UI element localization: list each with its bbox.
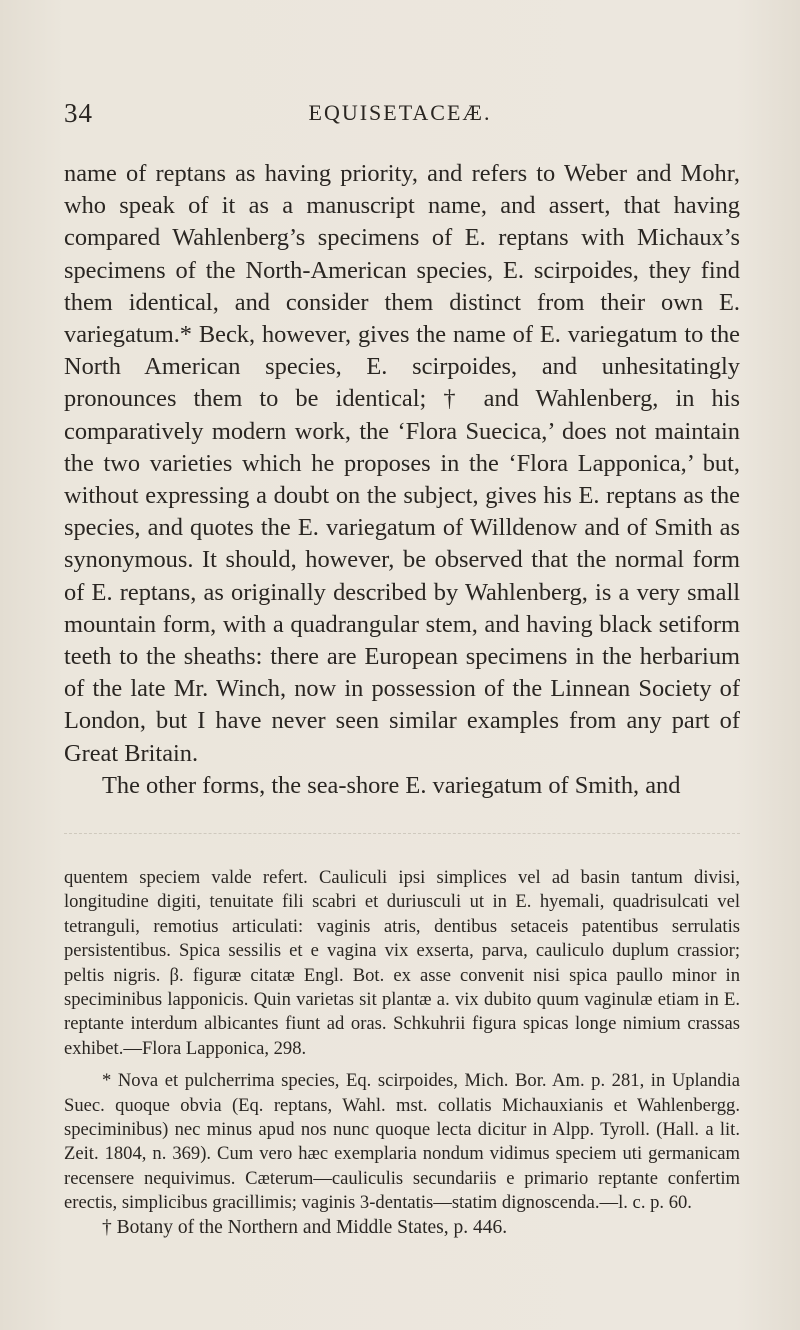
paragraph: The other forms, the sea-shore E. variegatum of Smith, and	[102, 771, 681, 799]
main-text	[64, 158, 740, 802]
footnote-divider	[64, 833, 740, 834]
running-title: EQUISETACEÆ.	[308, 100, 492, 125]
paragraph: name of reptans as having priority, and refers to Weber and Mohr, who speak of it as a manuscript name, and assert, that having compared Wahlenberg’s specimens of E. reptans with Michaux’s specimens of the North-American species, E. scirpoides, they find them identical, and consider them distinct from their own E. variegatum.* Beck, however, gives the name of E. variegatum to the North American species, E. scirpoides, and unhesitatingly pronounces them to be identical; † and Wahlenberg, in his comparatively modern work, the ‘Flora Suecica,’ does not maintain the two varieties which he proposes in the ‘Flora Lapponica,’ but, without expressing a doubt on the subject, gives his E. reptans as the species, and quotes the E. variegatum of Willdenow and of Smith as synonymous. It should, however, be observed that the normal form of E. reptans, as originally described by Wahlenberg, is a very small mountain form, with a quadrangular stem, and having black setiform teeth to the sheaths: there are European specimens in the herbarium of the late Mr. Winch, now in possession of the Linnean Society of London, but I have never seen similar examples from any part of Great Britain.	[64, 160, 740, 767]
page-header	[64, 98, 736, 138]
footnote-continuation: quentem speciem valde refert. Cauliculi ipsi simplices vel ad basin tantum divisi, longitudine digiti, tenuitate fili scabri et duriusculi ut in E. hyemali, quadrisulcati vel tetranguli, remotius articulati: vaginis atris, dentibus setaceis patentibus serrulatis persistentibus. Spica sessilis et e vagina vix exserta, parva, cauliculo duplum crassior; peltis nigris. β. figuræ citatæ Engl. Bot. ex asse convenit nisi spica paullo minor in speciminibus lapponicis. Quin varietas sit plantæ a. vix dubito quum vaginulæ etiam in E. reptante interdum albicantes fiunt ad oras. Schkuhrii figura spicas longe nimium crassas exhibet.—Flora Lapponica, 298.	[64, 867, 740, 1059]
page-number: 34	[64, 98, 93, 128]
footnotes	[64, 866, 740, 1240]
footnote-dagger: † Botany of the Northern and Middle States, p. 446.	[102, 1216, 508, 1238]
footnote-star: * Nova et pulcherrima species, Eq. scirpoides, Mich. Bor. Am. p. 281, in Uplandia Suec. quoque obvia (Eq. reptans, Wahl. mst. collatis Michauxianis et Wahlenbergg. speciminibus) nec minus apud nos nunc quoque lecta dicitur in Alpp. Tyroll. (Hall. a lit. Zeit. 1804, n. 369). Cum vero hæc exemplaria nondum vidimus speciem uti germanicam recensere nequivimus. Cæterum—cauliculis secundariis e primario reptante confertim erectis, simplicibus gracillimis; vaginis 3-dentatis—statim dignoscenda.—l. c. p. 60.	[64, 1070, 740, 1214]
